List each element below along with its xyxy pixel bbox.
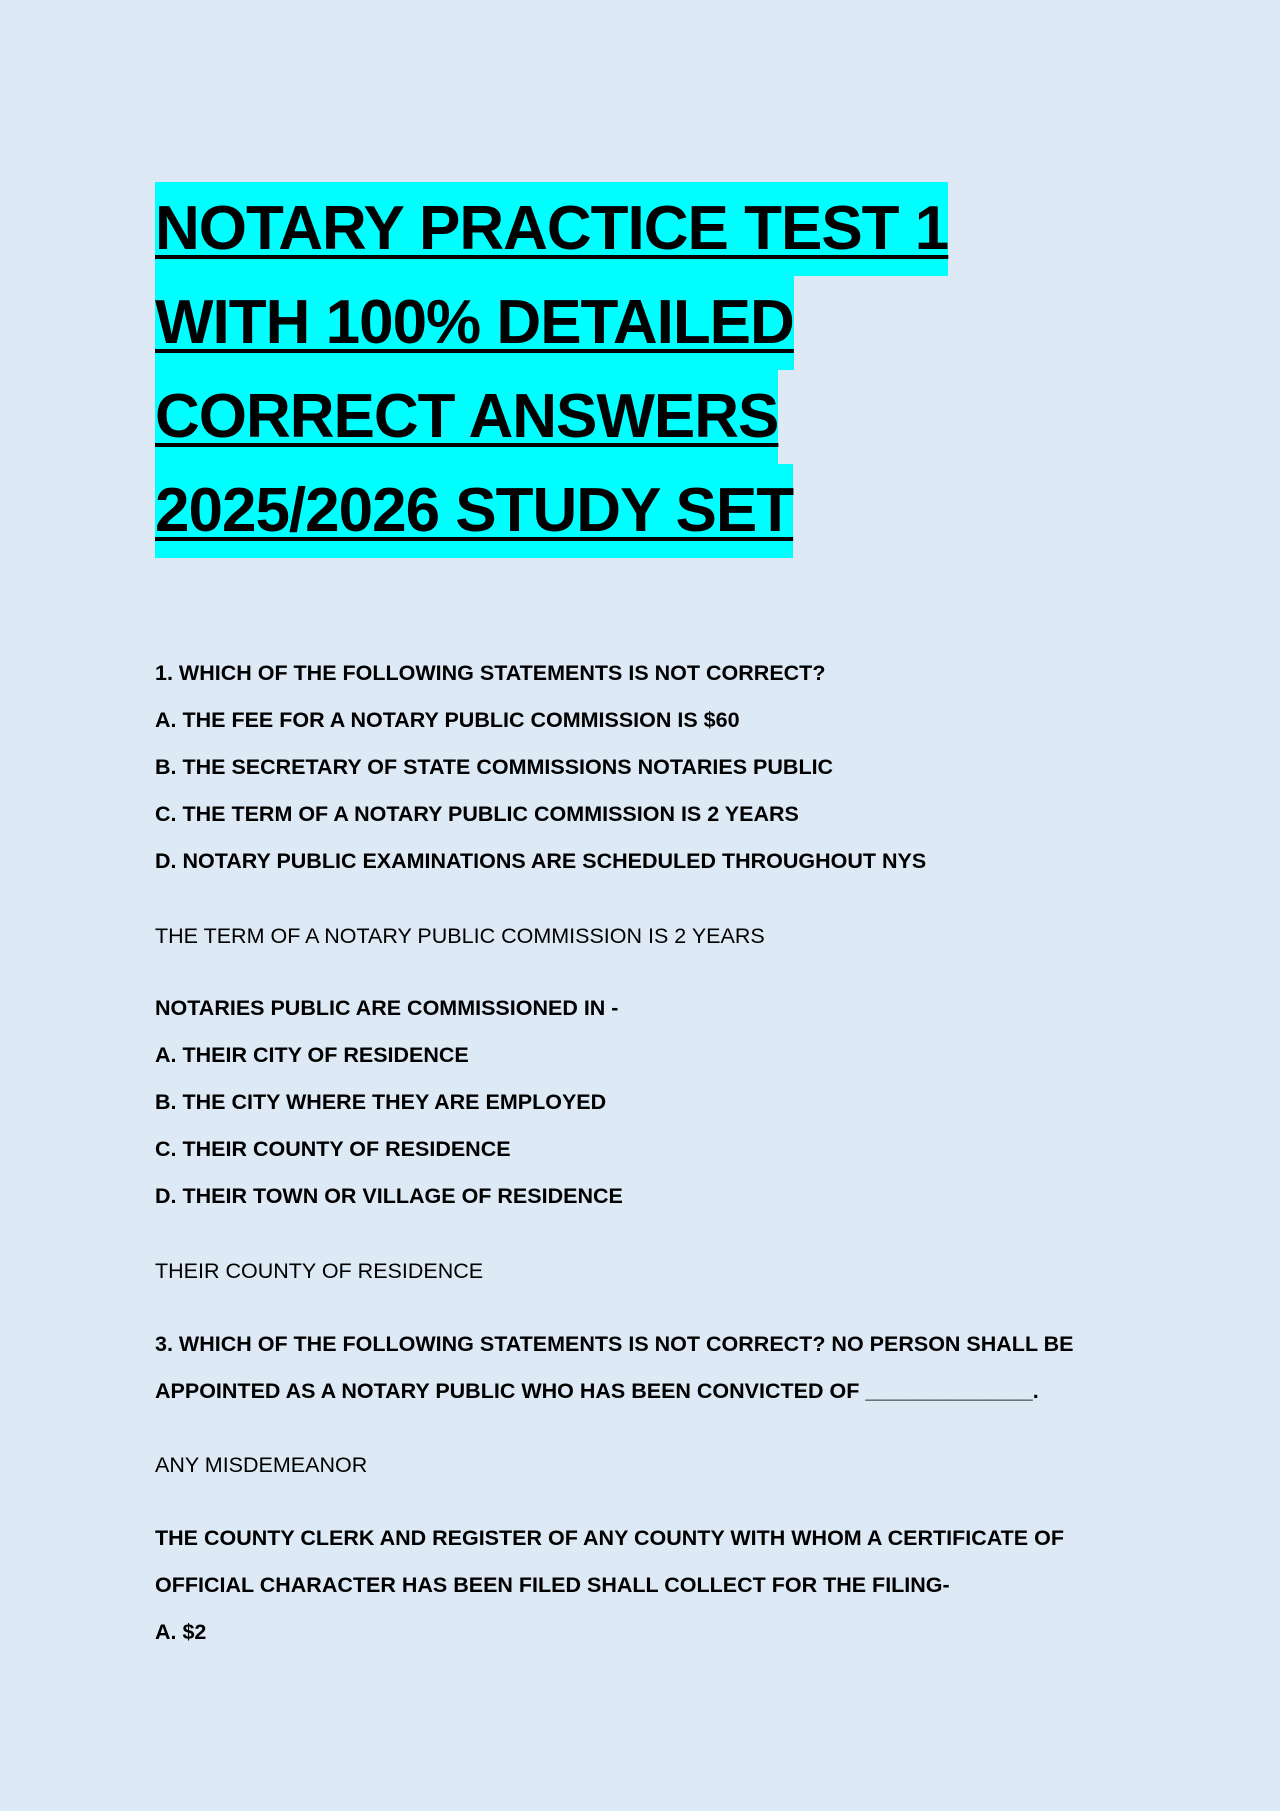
question-4-option-a: A. $2 <box>155 1620 207 1644</box>
question-2-option-c: C. THEIR COUNTY OF RESIDENCE <box>155 1137 511 1161</box>
question-1-text: 1. WHICH OF THE FOLLOWING STATEMENTS IS NOT CORRECT? <box>155 661 826 685</box>
question-1-answer: THE TERM OF A NOTARY PUBLIC COMMISSION IS 2 YEARS <box>155 924 765 948</box>
question-3-answer: ANY MISDEMEANOR <box>155 1453 368 1477</box>
title-line-2: WITH 100% DETAILED <box>155 276 794 370</box>
question-1-option-b: B. THE SECRETARY OF STATE COMMISSIONS NOTARIES PUBLIC <box>155 755 834 779</box>
question-2-text: NOTARIES PUBLIC ARE COMMISSIONED IN - <box>155 996 619 1020</box>
question-2-option-d: D. THEIR TOWN OR VILLAGE OF RESIDENCE <box>155 1184 623 1208</box>
title-line-4: 2025/2026 STUDY SET <box>155 464 793 558</box>
question-1-option-d: D. NOTARY PUBLIC EXAMINATIONS ARE SCHEDULED THROUGHOUT NYS <box>155 849 927 873</box>
document-title <box>155 182 1055 558</box>
question-4-text-line-1: THE COUNTY CLERK AND REGISTER OF ANY COUNTY WITH WHOM A CERTIFICATE OF <box>155 1526 1064 1550</box>
question-3-text-line-1: 3. WHICH OF THE FOLLOWING STATEMENTS IS NOT CORRECT? NO PERSON SHALL BE <box>155 1332 1074 1356</box>
title-line-1: NOTARY PRACTICE TEST 1 <box>155 182 948 276</box>
title-line-3: CORRECT ANSWERS <box>155 370 778 464</box>
question-4-text-line-2: OFFICIAL CHARACTER HAS BEEN FILED SHALL COLLECT FOR THE FILING- <box>155 1573 950 1597</box>
question-3-text-line-2: APPOINTED AS A NOTARY PUBLIC WHO HAS BEEN CONVICTED OF ______________. <box>155 1379 1039 1403</box>
question-2-answer: THEIR COUNTY OF RESIDENCE <box>155 1259 484 1283</box>
question-1-option-c: C. THE TERM OF A NOTARY PUBLIC COMMISSION IS 2 YEARS <box>155 802 799 826</box>
question-2-option-b: B. THE CITY WHERE THEY ARE EMPLOYED <box>155 1090 607 1114</box>
question-2-option-a: A. THEIR CITY OF RESIDENCE <box>155 1043 469 1067</box>
question-1-option-a: A. THE FEE FOR A NOTARY PUBLIC COMMISSION IS $60 <box>155 708 740 732</box>
